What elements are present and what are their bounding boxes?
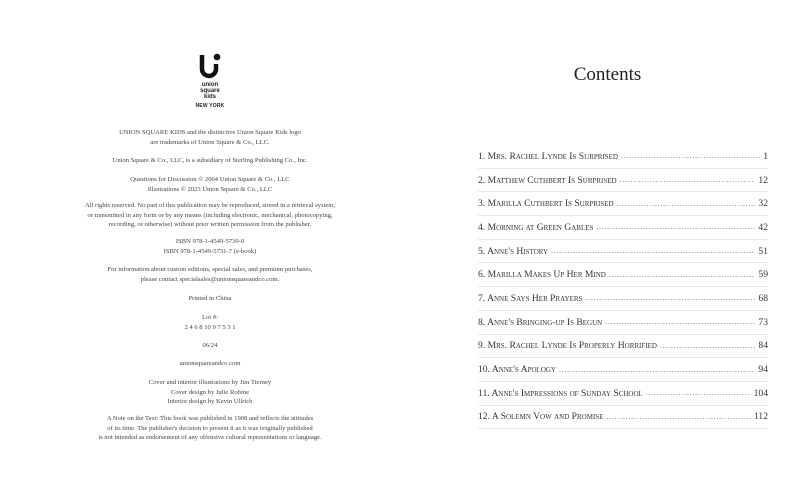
note-on-text — [30, 414, 390, 443]
toc-page-number: 1 — [763, 150, 768, 162]
rights-notice — [30, 201, 390, 230]
toc-entry[interactable] — [478, 287, 768, 311]
toc-leader-dots — [559, 366, 755, 374]
toc-leader-dots — [596, 223, 755, 231]
info-line: please contact specialsales@unionsquareandco.com. — [140, 275, 280, 283]
toc-entry-title: 2. Matthew Cuthbert Is Surprised — [478, 174, 617, 186]
toc-entry-title: 9. Mrs. Rachel Lynde Is Properly Horrified — [478, 340, 657, 352]
publisher-logo — [180, 52, 240, 109]
trademark-notice — [30, 128, 390, 147]
rights-line: recording, or otherwise) without prior written permission from the publisher. — [108, 221, 312, 228]
credit-line: Cover design by Julie Robine — [170, 388, 250, 396]
copyright-line: Illustrations © 2023 Union Square & Co., LLC — [147, 185, 273, 193]
copyright-notice — [30, 175, 390, 194]
special-sales-info — [30, 265, 390, 284]
subsidiary-notice: Union Square & Co., LLC, is a subsidiary of Sterling Publishing Co., Inc. — [112, 157, 308, 164]
union-square-kids-logo-icon — [197, 52, 223, 82]
toc-leader-dots — [660, 342, 755, 350]
credit-line: Cover and interior illustrations by Jim Tierney — [148, 379, 272, 386]
table-of-contents — [478, 145, 768, 429]
printed-in: Printed in China — [188, 295, 232, 302]
credits — [30, 378, 390, 407]
toc-entry[interactable] — [478, 216, 768, 240]
toc-page-number: 68 — [758, 292, 768, 304]
isbn-print: ISBN 978-1-4549-5730-0 — [175, 238, 245, 245]
lot-number: 2 4 6 8 10 9 7 5 3 1 — [184, 323, 236, 331]
credit-line: Interior design by Kevin Ullrich — [167, 398, 253, 405]
toc-leader-dots — [646, 389, 751, 397]
toc-entry[interactable] — [478, 192, 768, 216]
toc-leader-dots — [551, 247, 755, 255]
toc-page-number: 112 — [753, 411, 768, 423]
toc-entry-title: 7. Anne Says Her Prayers — [478, 292, 583, 304]
toc-leader-dots — [585, 294, 755, 302]
toc-leader-dots — [621, 152, 760, 160]
toc-page-number: 59 — [758, 269, 768, 281]
toc-leader-dots — [605, 318, 755, 326]
note-line: is not intended as endorsement of any offensive cultural representations or language. — [98, 434, 322, 441]
lot-label: Lot #: — [202, 314, 218, 321]
trademark-line: are trademarks of Union Square & Co., LLC. — [150, 138, 270, 146]
page-title: Contents — [573, 64, 642, 85]
copyright-line: Questions for Discussion © 2004 Union Square & Co., LLC — [130, 176, 290, 183]
toc-entry[interactable] — [478, 335, 768, 359]
note-line: of its time. The publisher's decision to present it as it was originally published — [107, 424, 313, 432]
toc-page-number: 104 — [753, 387, 768, 399]
toc-leader-dots — [609, 271, 756, 279]
logo-word-1: union — [201, 82, 219, 88]
toc-page-number: 12 — [758, 174, 768, 186]
toc-page-number: 51 — [758, 245, 768, 257]
toc-entry-title: 1. Mrs. Rachel Lynde Is Surprised — [478, 150, 618, 162]
lot-block — [30, 313, 390, 332]
logo-word-3: kids — [203, 94, 216, 100]
toc-entry-title: 5. Anne's History — [478, 245, 549, 257]
toc-entry-title: 8. Anne's Bringing-up Is Begun — [478, 316, 603, 328]
rights-line: All rights reserved. No part of this publication may be reproduced, stored in a retrieval system, — [84, 202, 336, 209]
toc-entry[interactable] — [478, 145, 768, 169]
toc-leader-dots — [617, 200, 756, 208]
toc-page-number: 32 — [758, 198, 768, 210]
logo-city: NEW YORK — [195, 103, 225, 109]
note-line: A Note on the Text: This book was published in 1908 and reflects the attitudes — [106, 415, 314, 422]
trademark-line: UNION SQUARE KIDS and the distinctive Union Square Kids logo — [119, 129, 301, 136]
toc-page-number: 94 — [758, 364, 768, 376]
print-date: 06/24 — [202, 342, 218, 349]
toc-entry-title: 4. Morning at Green Gables — [478, 221, 594, 233]
toc-leader-dots — [606, 413, 751, 421]
toc-entry-title: 11. Anne's Impressions of Sunday School — [478, 387, 643, 399]
toc-entry-title: 10. Anne's Apology — [478, 364, 556, 376]
toc-entry-title: 12. A Solemn Vow and Promise — [478, 411, 604, 423]
isbn-block — [30, 237, 390, 256]
toc-entry[interactable] — [478, 169, 768, 193]
toc-entry-title: 6. Marilla Makes Up Her Mind — [478, 269, 606, 281]
isbn-ebook: ISBN 978-1-4549-5731-7 (e-book) — [163, 247, 257, 255]
info-line: For information about custom editions, special sales, and premium purchases, — [107, 266, 313, 273]
toc-entry[interactable] — [478, 382, 768, 406]
rights-line: or transmitted in any form or by any means (including electronic, mechanical, photocopying, — [87, 211, 333, 219]
toc-entry[interactable] — [478, 406, 768, 430]
contents-page — [405, 0, 810, 479]
toc-leader-dots — [620, 176, 756, 184]
toc-entry[interactable] — [478, 311, 768, 335]
toc-page-number: 84 — [758, 340, 768, 352]
toc-page-number: 73 — [758, 316, 768, 328]
toc-entry[interactable] — [478, 263, 768, 287]
toc-entry[interactable] — [478, 358, 768, 382]
toc-entry[interactable] — [478, 240, 768, 264]
logo-word-2: square — [200, 88, 220, 94]
website: unionsquareandco.com — [179, 360, 241, 367]
toc-page-number: 42 — [758, 221, 768, 233]
toc-entry-title: 3. Marilla Cuthbert Is Surprised — [478, 198, 614, 210]
